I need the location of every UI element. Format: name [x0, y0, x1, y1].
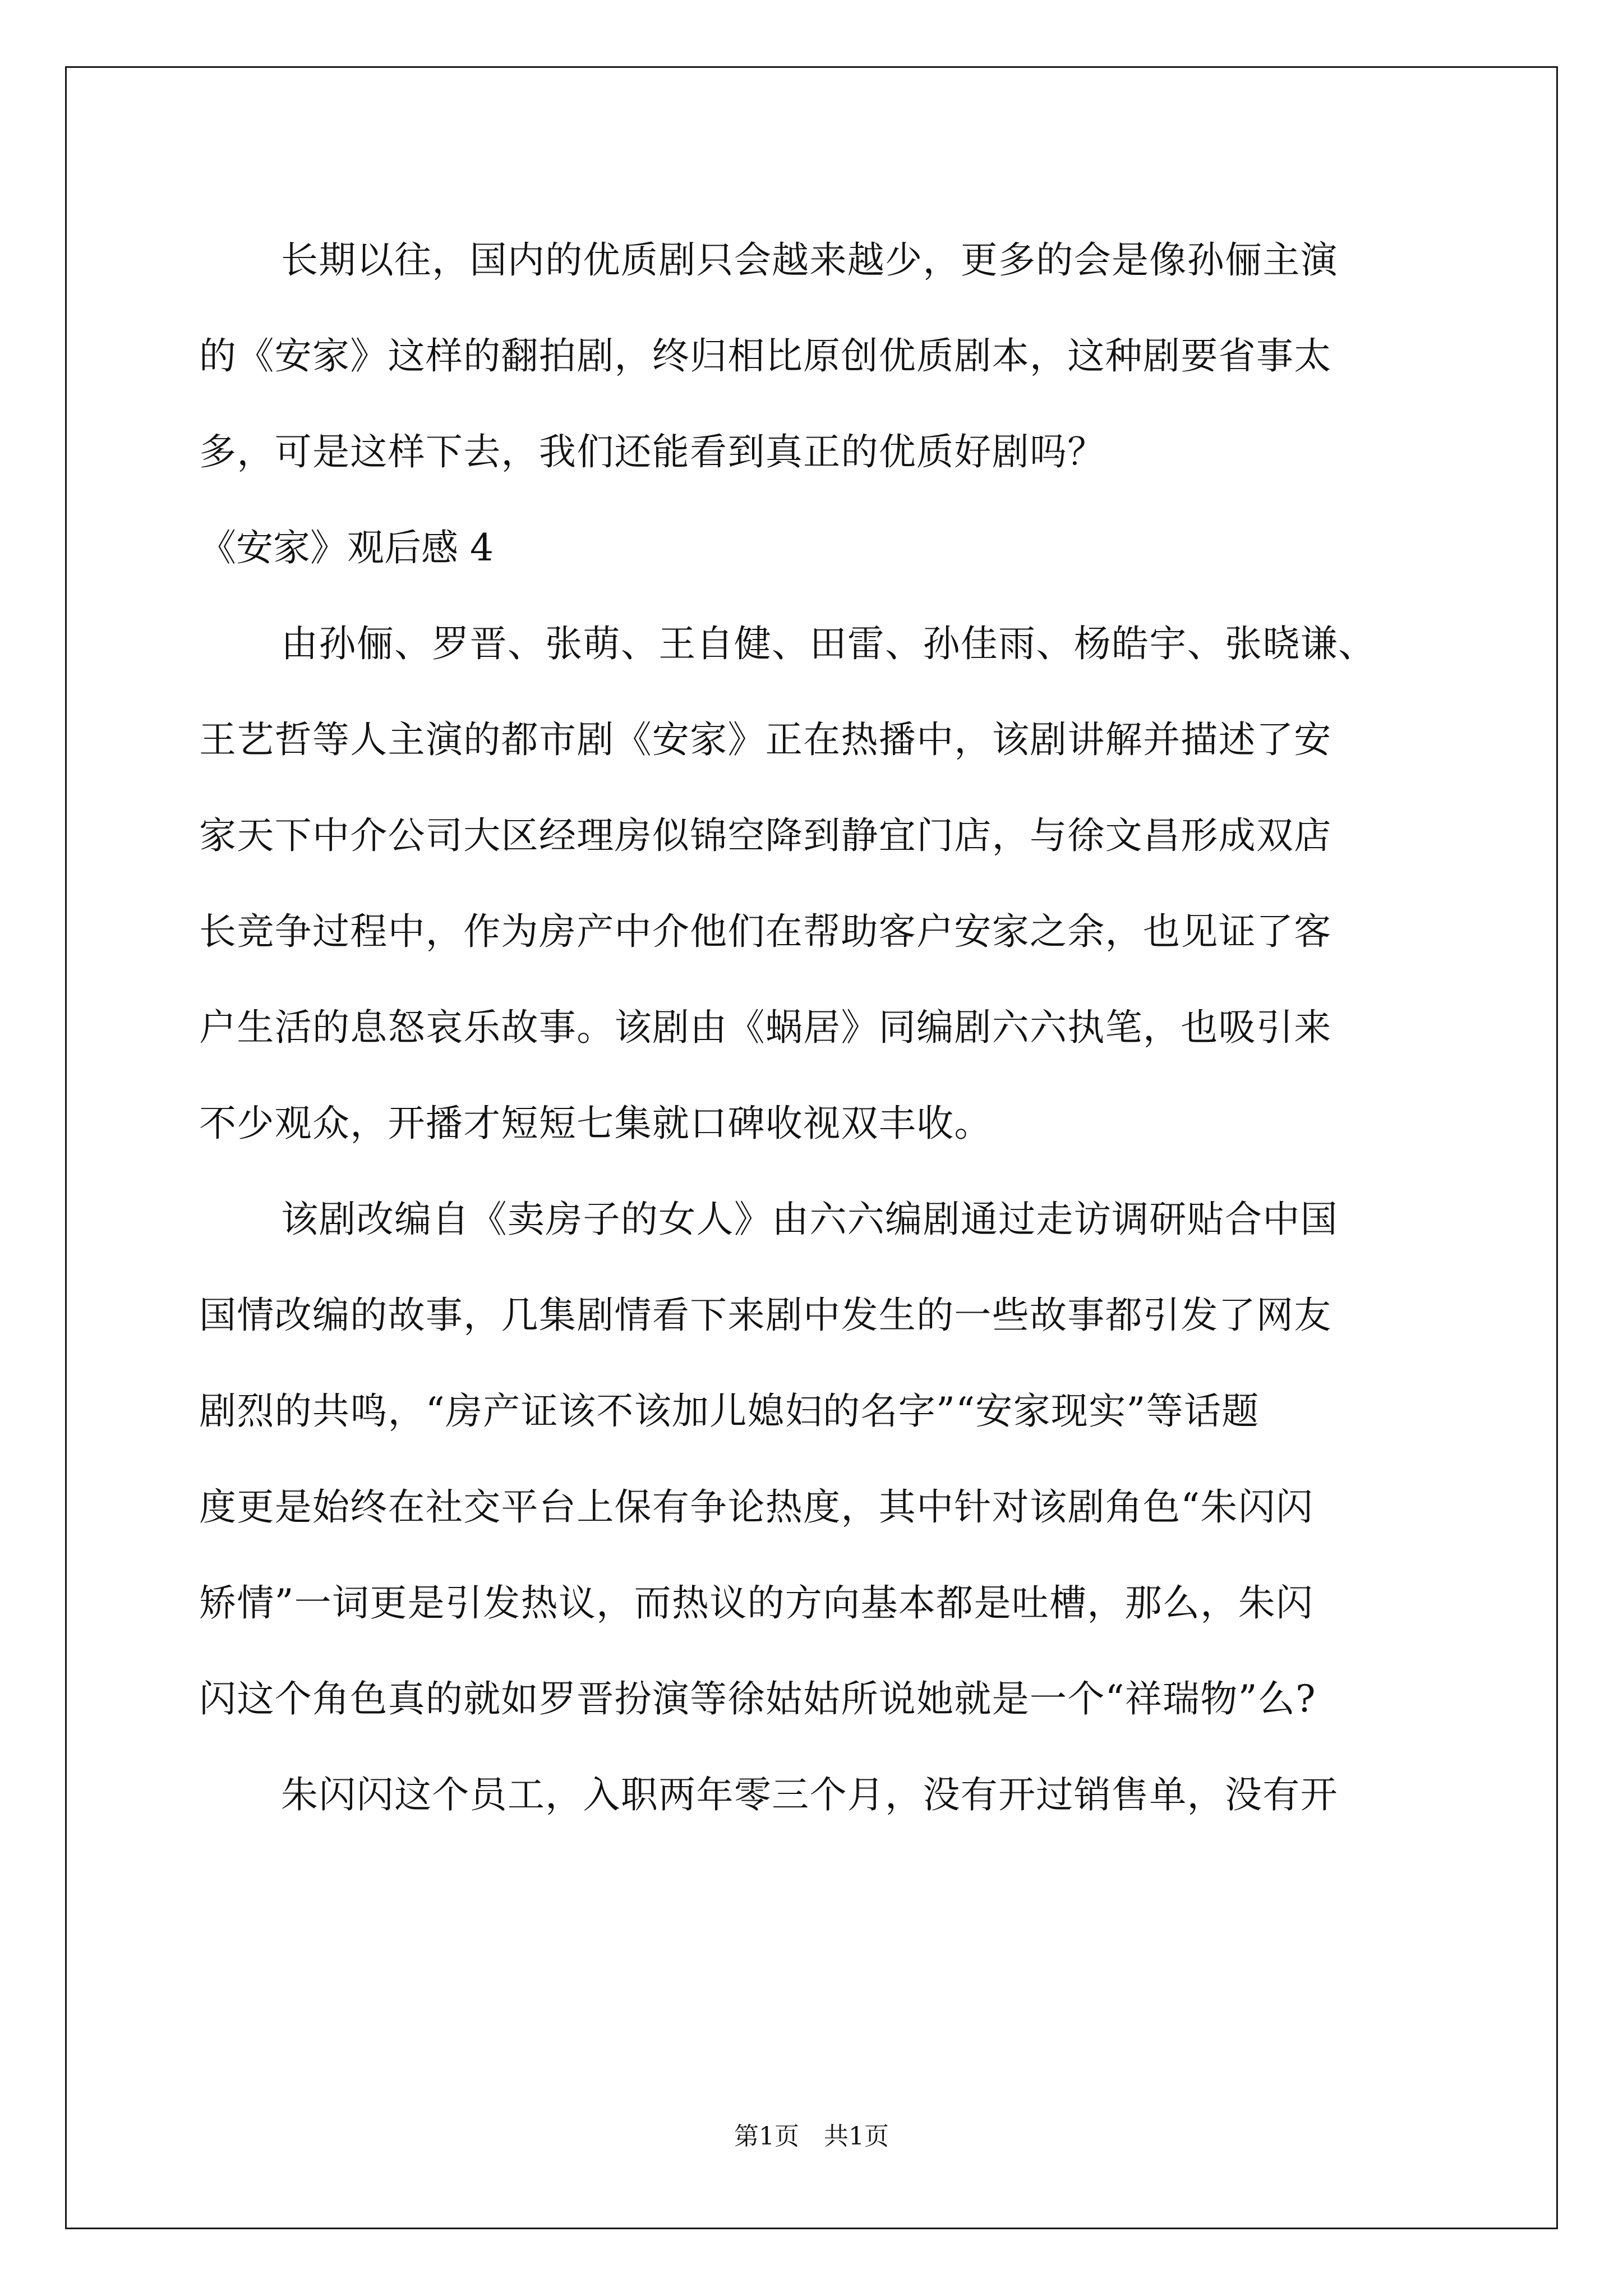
paragraph-line: 朱闪闪这个员工，入职两年零三个月，没有开过销售单，没有开 [281, 1773, 1338, 1816]
paragraph-line: 王艺哲等人主演的都市剧《安家》正在热播中，该剧讲解并描述了安 [199, 718, 1332, 761]
paragraph-4 [199, 1747, 1430, 1843]
paragraph-line: 该剧改编自《卖房子的女人》由六六编剧通过走访调研贴合中国 [281, 1198, 1338, 1241]
paragraph-line: 多，可是这样下去，我们还能看到真正的优质好剧吗？ [199, 430, 1105, 473]
paragraph-line: 长期以往，国内的优质剧只会越来越少，更多的会是像孙俪主演 [281, 238, 1338, 282]
paragraph-line: 闪这个角色真的就如罗晋扮演等徐姑姑所说她就是一个“祥瑞物”么? [199, 1677, 1316, 1720]
paragraph-1 [199, 212, 1430, 500]
document-body [199, 212, 1430, 1843]
paragraph-line: 由孙俪、罗晋、张萌、王自健、田雷、孙佳雨、杨皓宇、张晓谦、 [281, 622, 1376, 665]
paragraph-line: 度更是始终在社交平台上保有争论热度，其中针对该剧角色“朱闪闪 [199, 1485, 1314, 1529]
paragraph-line: 户生活的息怒哀乐故事。该剧由《蜗居》同编剧六六执笔，也吸引来 [199, 1006, 1332, 1049]
section-heading: 《安家》观后感 4 [199, 526, 494, 569]
paragraph-line: 的《安家》这样的翻拍剧，终归相比原创优质剧本，这种剧要省事太 [199, 334, 1332, 378]
paragraph-line: 剧烈的共鸣，“房产证该不该加儿媳妇的名字”“安家现实”等话题 [199, 1389, 1260, 1433]
paragraph-2 [199, 596, 1430, 1171]
paragraph-line: 国情改编的故事，几集剧情看下来剧中发生的一些故事都引发了网友 [199, 1294, 1332, 1337]
paragraph-line: 不少观众，开播才短短七集就口碑收视双丰收。 [199, 1102, 992, 1145]
page-number: 第1页 共1页 [734, 2122, 889, 2151]
paragraph-line: 矫情”一词更是引发热议，而热议的方向基本都是吐槽，那么，朱闪 [199, 1581, 1314, 1625]
paragraph-line: 长竞争过程中，作为房产中介他们在帮助客户安家之余，也见证了客 [199, 910, 1332, 953]
paragraph-3 [199, 1171, 1430, 1747]
paragraph-line: 家天下中介公司大区经理房似锦空降到静宜门店，与徐文昌形成双店 [199, 814, 1332, 857]
